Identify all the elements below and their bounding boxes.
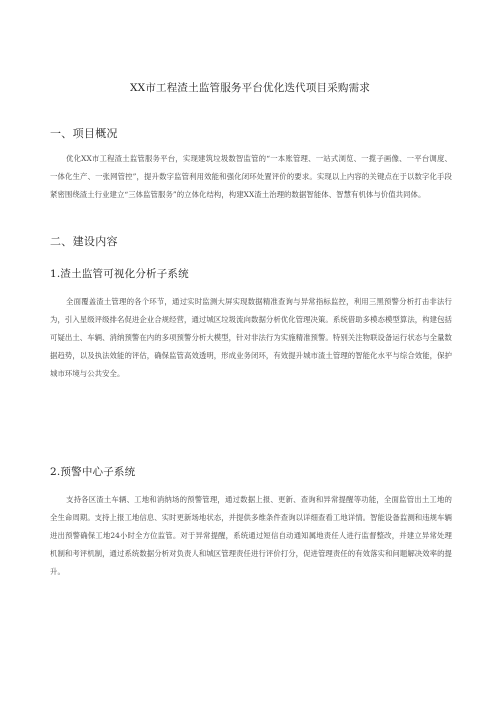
visualization-paragraph: 全面覆盖渣土管理的各个环节，通过实时监测大屏实现数据精准查询与异常指标监控，利用三黑预警分析打击非法行为，引入星级评级排名促进企业合规经营，通过城区垃圾流向数据分析优化管理决策。系统借助多模态模型算法，构建包括可疑出土、车辆、消纳预警在内的多项预警分析大模型，针对非法行为实施精准预警。特别关注物联设备运行状态与全量数据趋势，以及执法效能的评估，确保监管高效透明，形成业务闭环，有效提升城市渣土管理的智能化水平与综合效能，保护城市环境与公共安全。	[50, 297, 452, 378]
section-heading-overview: 一、项目概况	[50, 127, 118, 140]
overview-paragraph: 优化XX市工程渣土监管服务平台，实现建筑垃圾数智监管的“一本账管理、一站式浏览、一揽子画像、一平台调度、一体化生产、一张网管控”，提升数字监管利用效能和强化闭环处置评价的要求。实现以上内容的关键点在于以数字化手段紧密围绕渣土行业建立“三体监管服务”的立体化结构，构建XX渣土治理的数据智能体、智慧有机体与价值共同体。	[50, 154, 452, 199]
section-heading-construction: 二、建设内容	[50, 235, 118, 248]
document-title: XX市工程渣土监管服务平台优化迭代项目采购需求	[129, 82, 371, 94]
subsection-heading-visualization: 1.渣土监管可视化分析子系统	[50, 268, 189, 280]
warning-center-paragraph: 支持各区渣土车辆、工地和消纳场的预警管理，通过数据上报、更新、查询和异常提醒等功能，全面监管出土工地的全生命周期。支持上报工地信息、实时更新场地状态，并提供多维条件查询以详细查看工地详情。智能设备监测和违规车辆进出预警确保工地24小时全方位监管。对于异常提醒，系统通过短信自动通知属地责任人进行监督整改，并建立异常处理机制和考评机制，通过系统数据分析对负责人和城区管理责任进行评价打分，促进管理责任的有效落实和问题解决效率的提升。	[50, 495, 452, 576]
subsection-heading-warning-center: 2.预警中心子系统	[50, 466, 136, 478]
